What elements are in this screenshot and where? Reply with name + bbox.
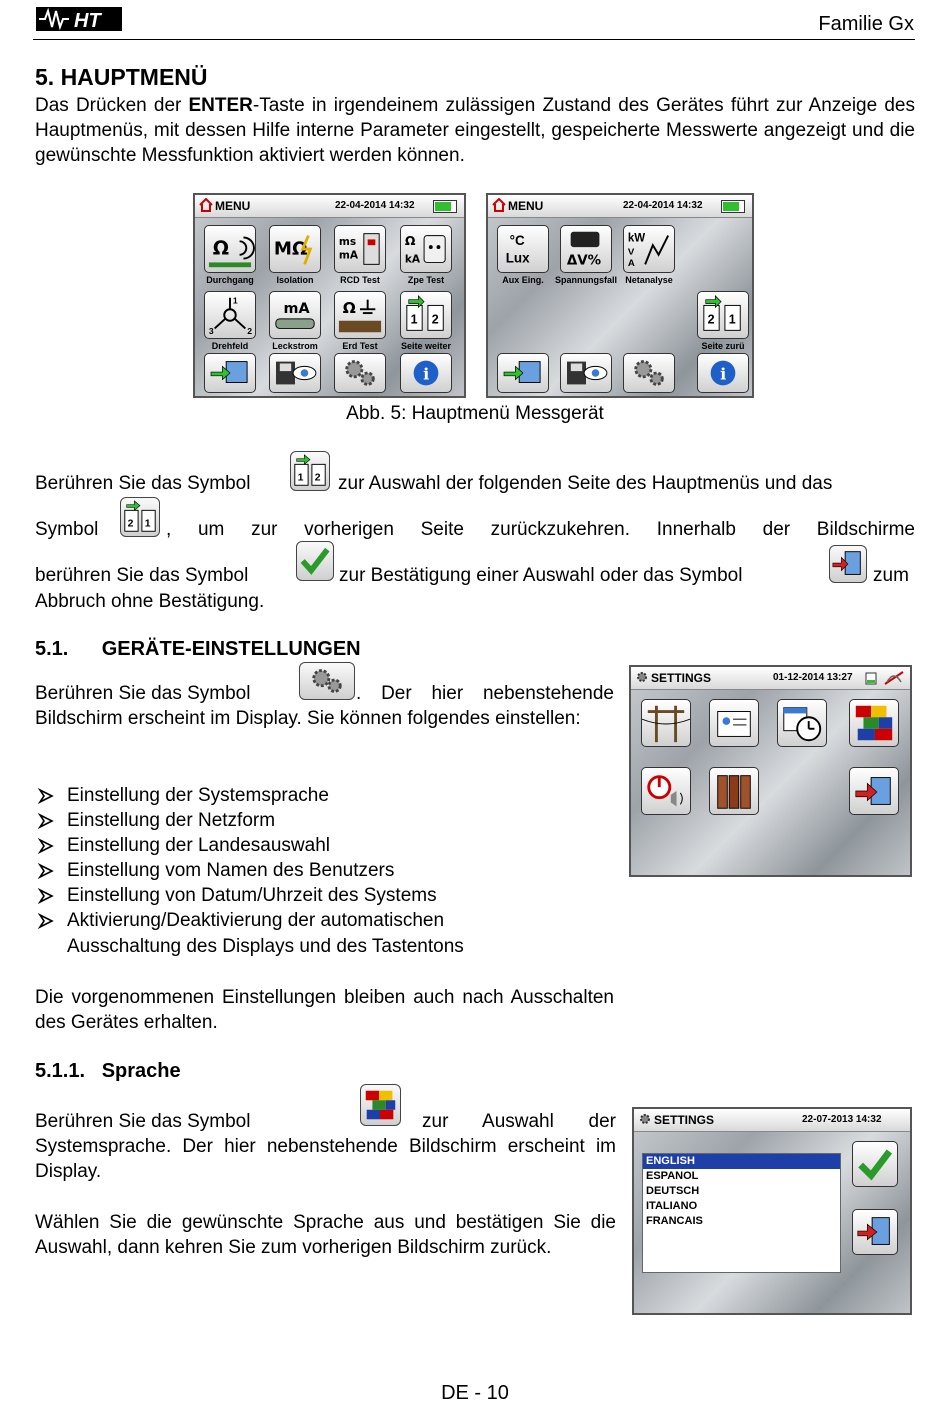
network-analysis-tile[interactable]: [623, 225, 675, 273]
menu-datetime: 22-04-2014 14:32: [623, 200, 703, 211]
bullet-item: Ausschaltung des Displays und des Tastentons: [67, 936, 464, 957]
svg-text:3: 3: [208, 326, 214, 337]
previous-page-icon: [120, 497, 160, 537]
svg-text:°C: °C: [509, 233, 525, 249]
page-number: DE - 10: [441, 1382, 509, 1404]
settings-tile[interactable]: [623, 353, 675, 393]
info-tile[interactable]: [697, 353, 749, 393]
confirm-tile[interactable]: [852, 1141, 898, 1187]
aux-input-tile[interactable]: [497, 225, 549, 273]
svg-text:A: A: [627, 258, 635, 270]
svg-text:2: 2: [314, 472, 321, 484]
tile-label: Netanalyse: [625, 275, 673, 285]
nav-text: berühren Sie das Symbol: [35, 565, 249, 586]
network-type-tile[interactable]: [641, 699, 691, 747]
tile-label: Durchgang: [206, 275, 254, 285]
language-option[interactable]: ITALIANO: [646, 1200, 698, 1212]
tile-label: Drehfeld: [211, 341, 249, 351]
svg-text:mA: mA: [283, 301, 310, 318]
menu-title: MENU: [215, 199, 251, 213]
intro-paragraph: Das Drücken der ENTER-Taste in irgendeinem zulässigen Zustand des Gerätes führt zur Anzeige des Hauptmenüs, mit dessen Hilfe interne Parameter eingestellt, gespeicherte Messwerte angezeigt und die gewünschte Messfunktion aktiviert werden können.: [35, 95, 915, 166]
svg-text:2: 2: [431, 312, 439, 327]
next-page-tile[interactable]: [400, 291, 452, 339]
svg-text:Ω: Ω: [342, 299, 356, 318]
language-option[interactable]: FRANCAIS: [646, 1215, 703, 1227]
tile-label: Seite weiter: [400, 341, 452, 351]
gear-icon: [635, 670, 649, 687]
language-section-title: 5.1.1. Sprache: [35, 1060, 181, 1082]
header-rule: [33, 39, 915, 40]
svg-text:Ω: Ω: [404, 233, 416, 249]
svg-text:HT: HT: [74, 10, 101, 32]
settings-text: . Der hier nebenstehende: [356, 683, 614, 704]
section-title: 5. HAUPTMENÜ: [35, 64, 208, 90]
nav-text: Berühren Sie das Symbol: [35, 473, 251, 494]
nav-text: zur Bestätigung einer Auswahl oder das Symbol: [339, 565, 743, 586]
ht-logo: [36, 5, 122, 33]
voltage-drop-tile[interactable]: [560, 225, 612, 273]
nav-text: zum: [873, 565, 909, 586]
settings-text: Bildschirm erscheint im Display. Sie können folgendes einstellen:: [35, 708, 581, 729]
bullet-arrow-icon: [37, 912, 55, 936]
language-text: Berühren Sie das Symbol: [35, 1111, 251, 1132]
language-option[interactable]: ESPANOL: [646, 1170, 699, 1182]
svg-text:i: i: [423, 364, 430, 384]
battery-icon: [433, 200, 457, 213]
bullet-item: Einstellung der Netzform: [67, 810, 276, 831]
tile-label: Erd Test: [342, 341, 378, 351]
language-list: [642, 1153, 841, 1273]
svg-text:kA: kA: [404, 253, 421, 266]
display-sound-off-tile[interactable]: [641, 767, 691, 815]
bullet-item: Einstellung der Landesauswahl: [67, 835, 331, 856]
home-icon: [492, 198, 506, 215]
bullet-item: Einstellung der Systemsprache: [67, 785, 329, 806]
svg-text:V: V: [627, 246, 635, 258]
exit-tile[interactable]: [204, 353, 256, 393]
menu-title: MENU: [508, 199, 544, 213]
user-name-tile[interactable]: [709, 699, 759, 747]
svg-text:1: 1: [144, 518, 151, 530]
settings-closing: Die vorgenommenen Einstellungen bleiben auch nach Ausschalten des Gerätes erhalten.: [35, 987, 614, 1033]
figure-caption: Abb. 5: Hauptmenü Messgerät: [346, 403, 604, 424]
settings-tile[interactable]: [334, 353, 386, 393]
previous-page-tile[interactable]: [697, 291, 749, 339]
nav-text: Symbol: [35, 519, 99, 540]
bullet-arrow-icon: [37, 887, 55, 911]
tile-label: Spannungsfall: [554, 275, 617, 285]
memory-tile[interactable]: [560, 353, 612, 393]
insulation-tile[interactable]: [269, 225, 321, 273]
continuity-tile[interactable]: [204, 225, 256, 273]
language-screen: [632, 1107, 912, 1315]
language-text: Wählen Sie die gewünschte Sprache aus und bestätigen Sie die Auswahl, dann kehren Sie zum vorherigen Bildschirm zurück.: [35, 1212, 616, 1258]
svg-text:i: i: [720, 364, 727, 384]
svg-text:2: 2: [127, 518, 134, 530]
tile-label: Leckstrom: [272, 341, 318, 351]
nav-text: , um zur vorherigen Seite zurückzukehren. Innerhalb der Bildschirme: [166, 519, 915, 540]
svg-text:1: 1: [728, 312, 736, 327]
language-text: Systemsprache. Der hier nebenstehende Bildschirm erscheint im Display.: [35, 1136, 616, 1182]
exit-tile[interactable]: [849, 767, 899, 815]
tile-label: Zpe Test: [407, 275, 445, 285]
battery-low-icon: [865, 671, 877, 688]
svg-text:Ω: Ω: [212, 236, 230, 260]
menu-screen-page2: [486, 193, 754, 398]
country-regulations-tile[interactable]: [709, 767, 759, 815]
settings-gear-icon: [299, 662, 355, 700]
menu-screen-titlebar: [488, 195, 752, 218]
no-signal-icon: [883, 670, 905, 689]
document-family: Familie Gx: [818, 13, 914, 35]
menu-screen-page1: [193, 193, 466, 398]
tile-label: Isolation: [276, 275, 314, 285]
svg-text:Lux: Lux: [505, 250, 530, 266]
confirm-check-icon: [296, 541, 334, 581]
tile-label: Aux Eing.: [502, 275, 544, 285]
svg-text:ΔV%: ΔV%: [566, 253, 602, 269]
cancel-exit-icon: [829, 545, 867, 583]
svg-text:2: 2: [247, 326, 253, 337]
nav-text: zur Auswahl der folgenden Seite des Hauptmenüs und das: [338, 473, 833, 494]
language-screen-titlebar: [634, 1109, 910, 1132]
svg-text:1: 1: [297, 472, 304, 484]
svg-text:1: 1: [232, 295, 238, 306]
svg-text:2: 2: [707, 312, 715, 327]
svg-text:mA: mA: [338, 249, 359, 262]
earth-test-tile[interactable]: [334, 291, 386, 339]
gear-icon: [638, 1112, 652, 1129]
menu-screen-titlebar: [195, 195, 464, 218]
svg-text:kW: kW: [627, 232, 646, 245]
bullet-arrow-icon: [37, 812, 55, 836]
bullet-item: Einstellung vom Namen des Benutzers: [67, 860, 395, 881]
bullet-arrow-icon: [37, 787, 55, 811]
leakage-current-tile[interactable]: [269, 291, 321, 339]
svg-text:ms: ms: [338, 236, 357, 249]
memory-tile[interactable]: [269, 353, 321, 393]
settings-text: Berühren Sie das Symbol: [35, 683, 251, 704]
language-screen-title: SETTINGS: [654, 1113, 715, 1127]
language-option[interactable]: DEUTSCH: [646, 1185, 700, 1197]
settings-section-title: 5.1. GERÄTE-EINSTELLUNGEN: [35, 638, 361, 660]
language-flags-tile[interactable]: [849, 699, 899, 747]
settings-screen: [629, 665, 912, 877]
tile-label: RCD Test: [340, 275, 380, 285]
battery-icon: [721, 200, 745, 213]
zpe-test-tile[interactable]: [400, 225, 452, 273]
phase-rotation-tile[interactable]: [204, 291, 256, 339]
settings-screen-title: SETTINGS: [651, 671, 712, 685]
language-screen-datetime: 22-07-2013 14:32: [802, 1114, 882, 1125]
date-time-tile[interactable]: [777, 699, 827, 747]
bullet-arrow-icon: [37, 837, 55, 861]
language-flags-icon: [360, 1084, 401, 1126]
home-icon: [199, 198, 213, 215]
language-option[interactable]: ENGLISH: [643, 1154, 840, 1169]
menu-datetime: 22-04-2014 14:32: [335, 200, 415, 211]
nav-text: Abbruch ohne Bestätigung.: [35, 591, 265, 612]
rcd-test-tile[interactable]: [334, 225, 386, 273]
bullet-item: Aktivierung/Deaktivierung der automatischen: [67, 910, 445, 931]
next-page-icon: [290, 451, 330, 491]
svg-text:MΩ: MΩ: [273, 238, 308, 260]
bullet-arrow-icon: [37, 862, 55, 886]
tile-label: Seite zurü: [701, 341, 745, 351]
exit-tile[interactable]: [852, 1209, 898, 1255]
svg-text:1: 1: [410, 312, 418, 327]
settings-screen-datetime: 01-12-2014 13:27: [773, 672, 853, 683]
bullet-item: Einstellung von Datum/Uhrzeit des Systems: [67, 885, 437, 906]
info-tile[interactable]: [400, 353, 452, 393]
exit-tile[interactable]: [497, 353, 549, 393]
language-text: zur Auswahl der: [422, 1111, 616, 1132]
settings-screen-titlebar: [631, 667, 910, 690]
